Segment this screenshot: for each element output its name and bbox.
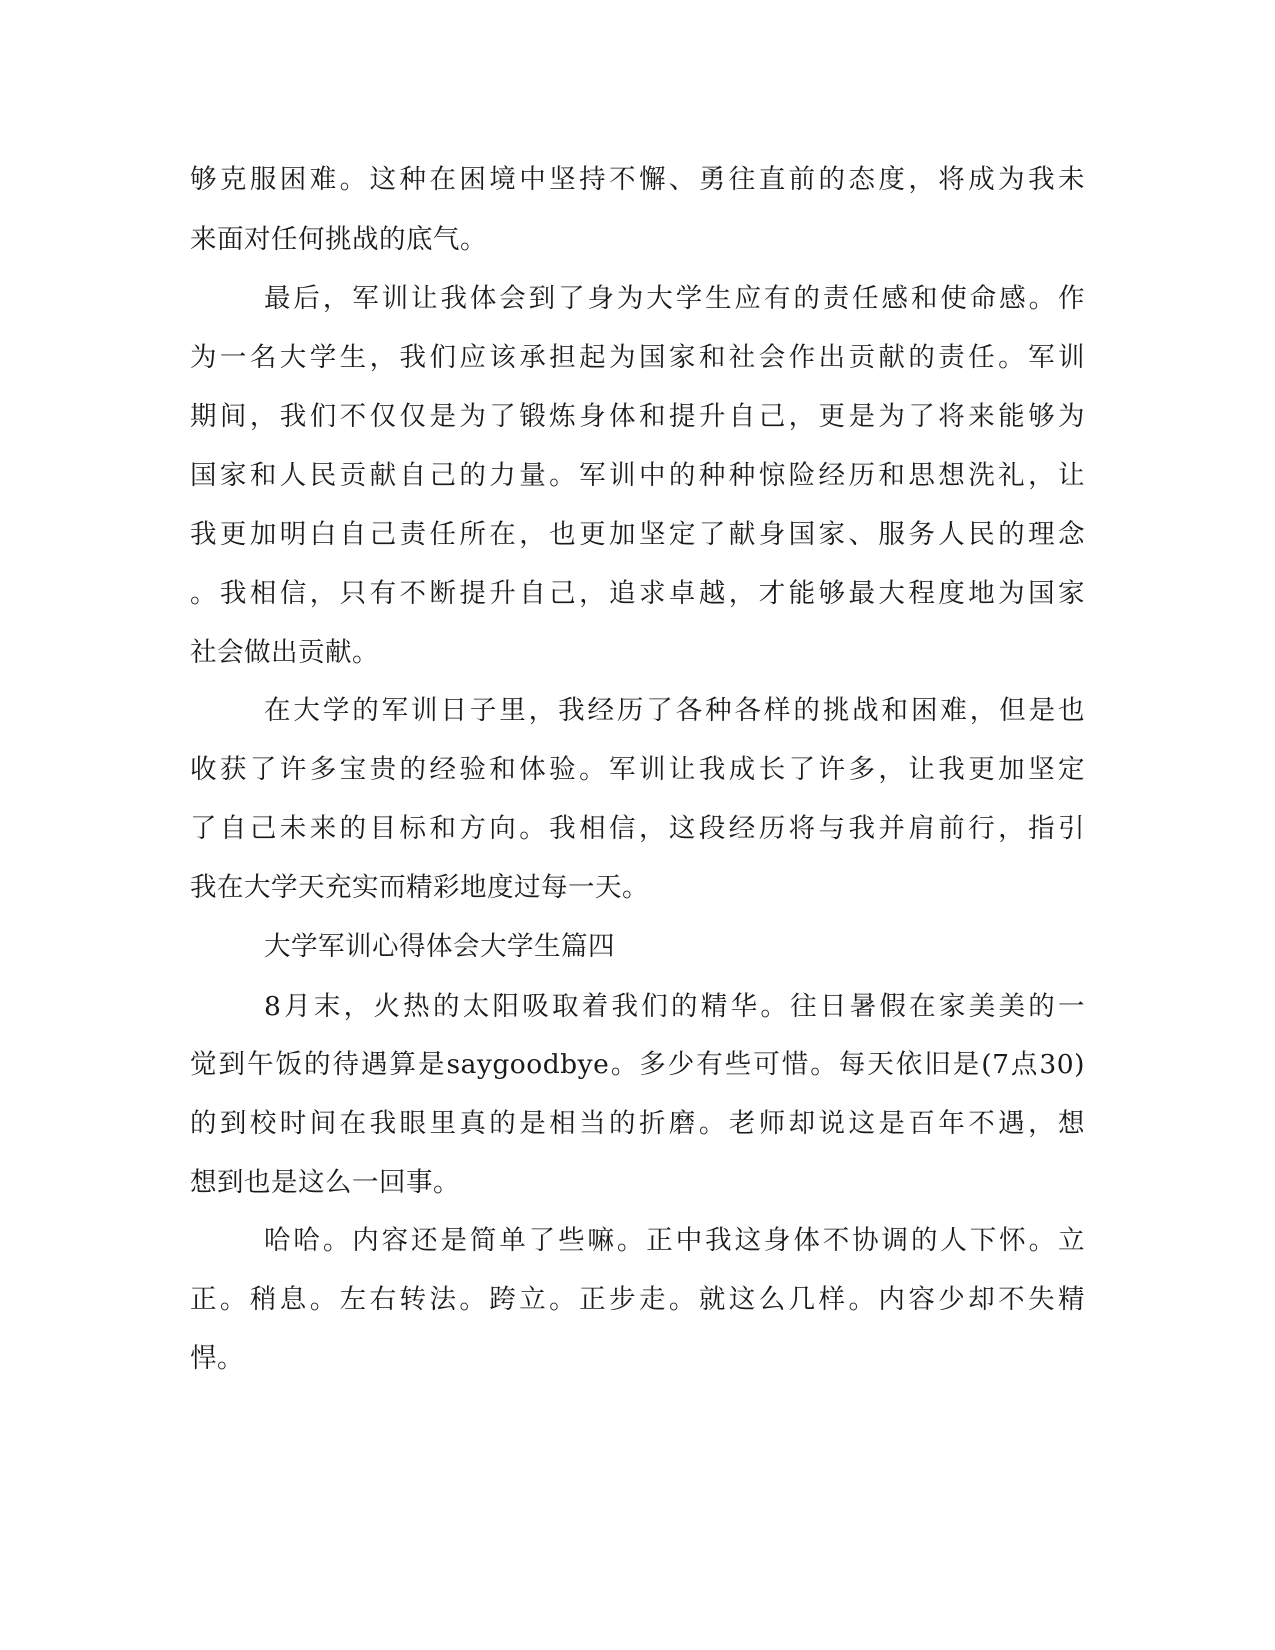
text-line: 我在大学天充实而精彩地度过每一天。 [190, 872, 649, 903]
text-line: 我更加明白自己责任所在，也更加坚定了献身国家、服务人民的理念 [190, 519, 1085, 550]
paragraph-start-line: 在大学的军训日子里，我经历了各种各样的挑战和困难，但是也 [264, 695, 1085, 726]
paragraph-start-line: 最后，军训让我体会到了身为大学生应有的责任感和使命感。作 [264, 283, 1085, 314]
section-heading: 大学军训心得体会大学生篇四 [264, 931, 615, 962]
text-line: 正。稍息。左右转法。跨立。正步走。就这么几样。内容少却不失精 [190, 1284, 1085, 1315]
text-line: 的到校时间在我眼里真的是相当的折磨。老师却说这是百年不遇，想 [190, 1108, 1085, 1139]
text-line: 了自己未来的目标和方向。我相信，这段经历将与我并肩前行，指引 [190, 813, 1085, 844]
text-line: 想到也是这么一回事。 [190, 1167, 460, 1198]
text-line: 期间，我们不仅仅是为了锻炼身体和提升自己，更是为了将来能够为 [190, 401, 1085, 432]
text-line: 悍。 [190, 1343, 244, 1374]
text-line: 觉到午饭的待遇算是saygoodbye。多少有些可惜。每天依旧是(7点30) [190, 1049, 1085, 1080]
text-line: 收获了许多宝贵的经验和体验。军训让我成长了许多，让我更加坚定 [190, 754, 1085, 785]
text-line: 为一名大学生，我们应该承担起为国家和社会作出贡献的责任。军训 [190, 342, 1085, 373]
text-line: 。我相信，只有不断提升自己，追求卓越，才能够最大程度地为国家 [190, 578, 1085, 609]
text-line: 够克服困难。这种在困境中坚持不懈、勇往直前的态度，将成为我未 [190, 164, 1085, 195]
paragraph-start-line: 8月末，火热的太阳吸取着我们的精华。往日暑假在家美美的一 [264, 991, 1085, 1022]
text-line: 国家和人民贡献自己的力量。军训中的种种惊险经历和思想洗礼，让 [190, 460, 1085, 491]
text-line: 社会做出贡献。 [190, 637, 379, 668]
paragraph-start-line: 哈哈。内容还是简单了些嘛。正中我这身体不协调的人下怀。立 [264, 1225, 1085, 1256]
text-line: 来面对任何挑战的底气。 [190, 224, 487, 255]
